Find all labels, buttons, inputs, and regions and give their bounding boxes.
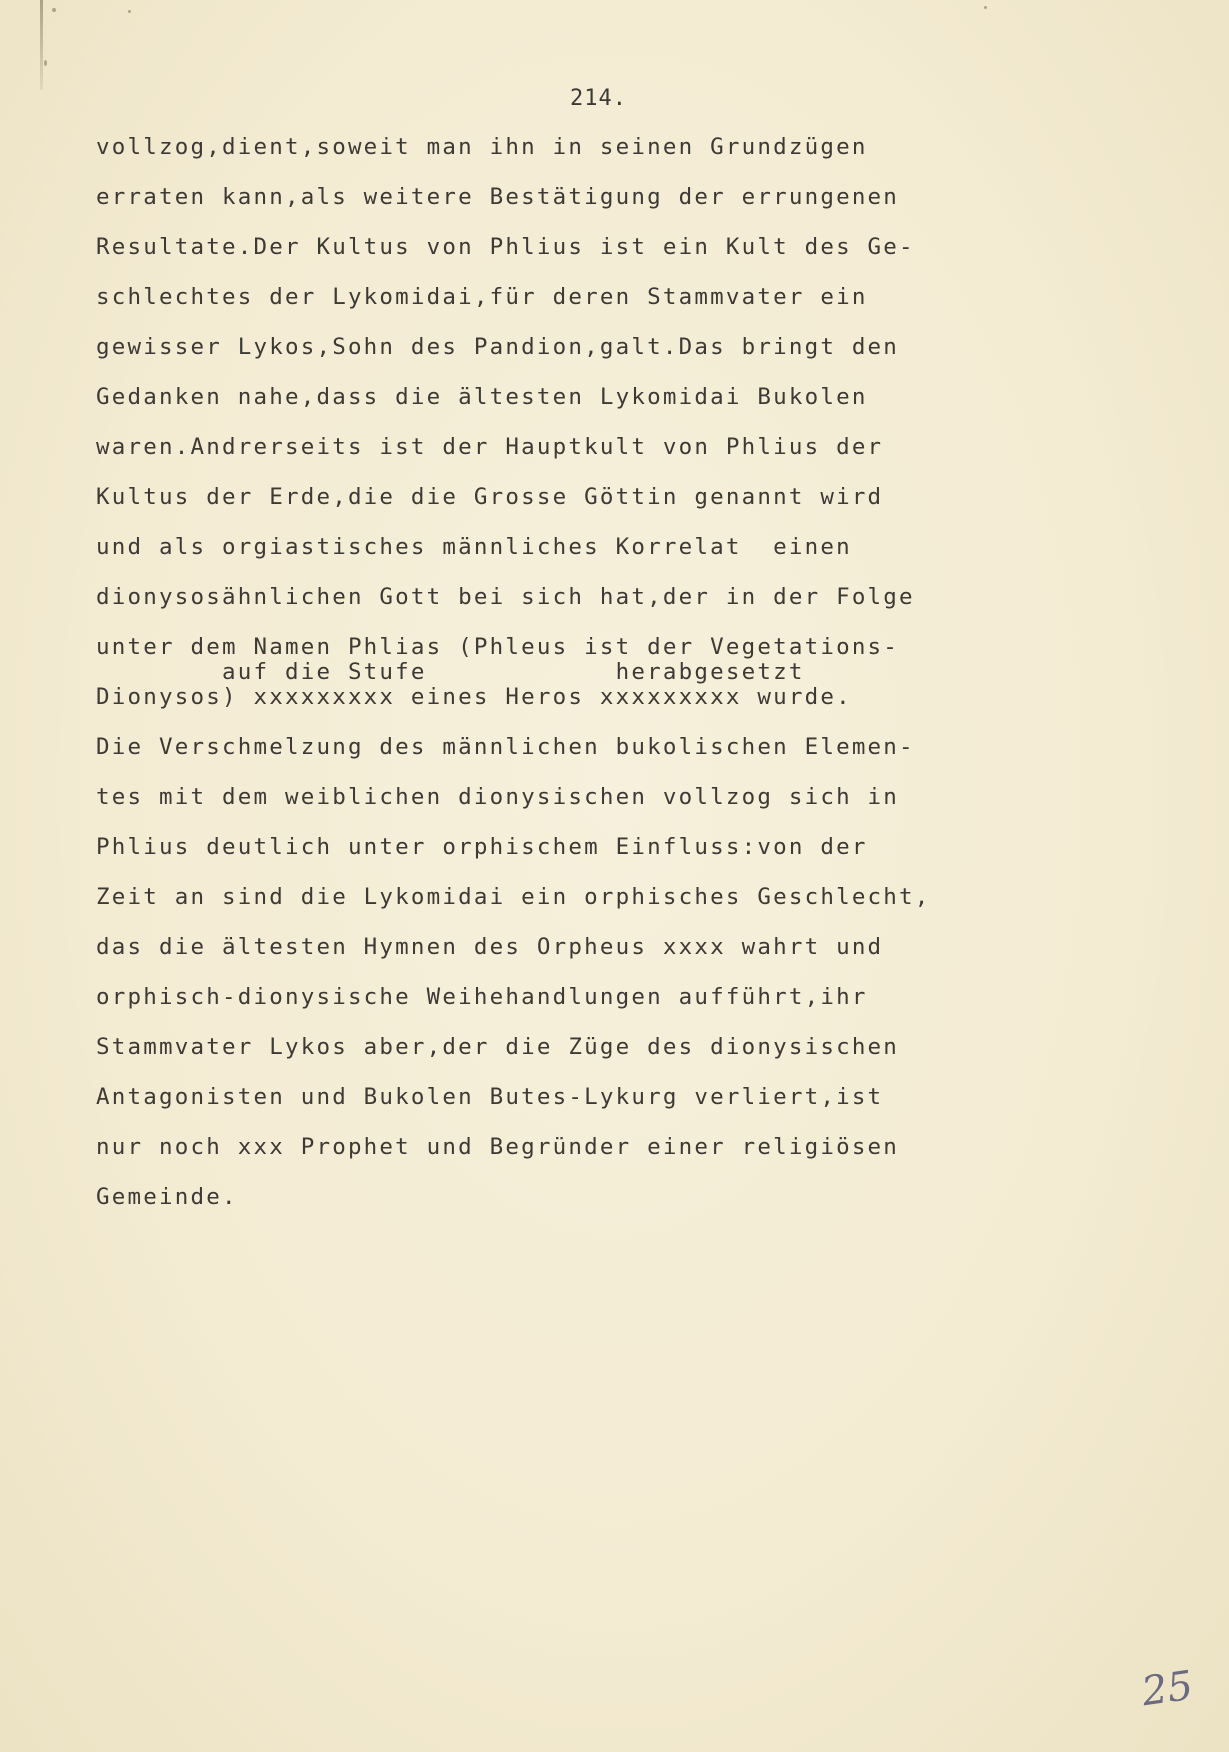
text-line: schlechtes der Lykomidai,für deren Stammvater ein xyxy=(96,284,868,310)
handwritten-page-mark: 25 xyxy=(1139,1662,1196,1716)
text-line: und als orgiastisches männliches Korrelat einen xyxy=(96,534,852,560)
text-line: Gemeinde. xyxy=(96,1184,238,1210)
text-line: vollzog,dient,soweit man ihn in seinen Grundzügen xyxy=(96,134,868,160)
text-line: unter dem Namen Phlias (Phleus ist der Vegetations- xyxy=(96,634,900,660)
text-line: Resultate.Der Kultus von Phlius ist ein Kult des Ge- xyxy=(96,234,915,260)
text-line: Kultus der Erde,die die Grosse Göttin genannt wird xyxy=(96,484,884,510)
text-line: das die ältesten Hymnen des Orpheus xxxx wahrt und xyxy=(96,934,884,960)
paper-speck xyxy=(128,10,131,13)
text-line: Zeit an sind die Lykomidai ein orphisches Geschlecht, xyxy=(96,884,931,910)
text-line: gewisser Lykos,Sohn des Pandion,galt.Das bringt den xyxy=(96,334,900,360)
binding-mark xyxy=(40,0,43,90)
paper-speck xyxy=(44,60,47,66)
text-line: Dionysos) xxxxxxxxx eines Heros xxxxxxxxx wurde. xyxy=(96,684,852,710)
paper-speck xyxy=(984,6,987,9)
text-line: Stammvater Lykos aber,der die Züge des dionysischen xyxy=(96,1034,900,1060)
text-line: nur noch xxx Prophet und Begründer einer religiösen xyxy=(96,1134,900,1160)
text-line: Gedanken nahe,dass die ältesten Lykomidai Bukolen xyxy=(96,384,868,410)
page-number: 214. xyxy=(570,86,627,111)
paper-speck xyxy=(52,8,56,12)
text-line: tes mit dem weiblichen dionysischen vollzog sich in xyxy=(96,784,900,810)
interlinear-insertion: auf die Stufe herabgesetzt xyxy=(96,659,805,685)
text-line: Phlius deutlich unter orphischem Einfluss:von der xyxy=(96,834,868,860)
text-line: dionysosähnlichen Gott bei sich hat,der in der Folge xyxy=(96,584,915,610)
text-line: Antagonisten und Bukolen Butes-Lykurg verliert,ist xyxy=(96,1084,884,1110)
text-line: Die Verschmelzung des männlichen bukolischen Elemen- xyxy=(96,734,915,760)
text-line: erraten kann,als weitere Bestätigung der errungenen xyxy=(96,184,900,210)
text-line: orphisch-dionysische Weihehandlungen aufführt,ihr xyxy=(96,984,868,1010)
text-line: waren.Andrerseits ist der Hauptkult von Phlius der xyxy=(96,434,884,460)
